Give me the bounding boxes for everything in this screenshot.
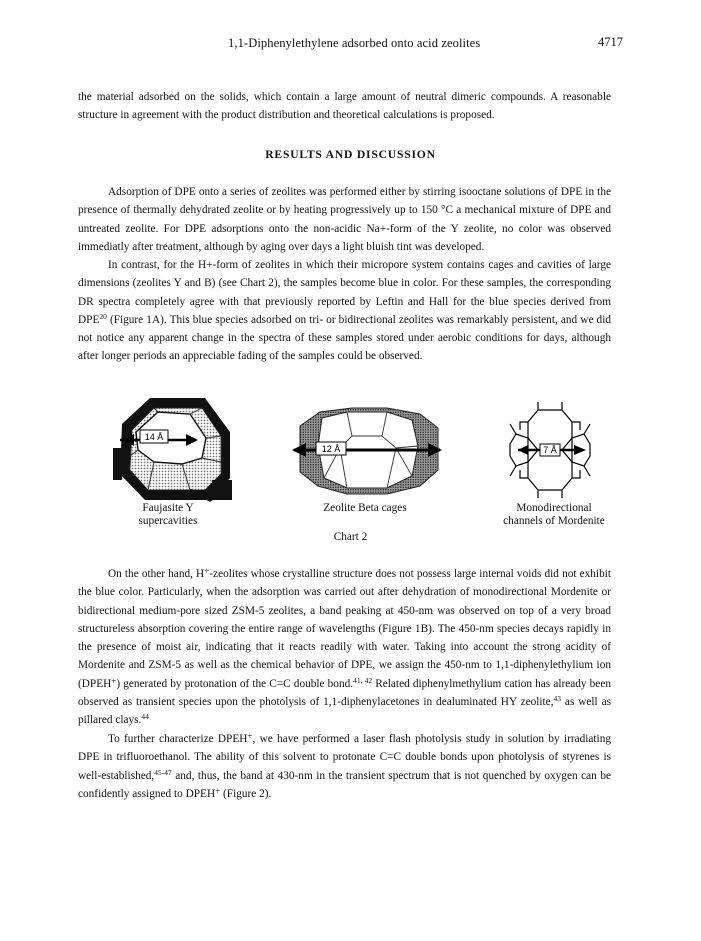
paragraph-3-part-d: Related diphenylmethylium cation has already been observed as transient species upon the photolysis of 1,1-diphenylacetones in dealuminated HY zeolite, (78, 677, 611, 709)
faujasite-size-label: 14 Å (144, 432, 164, 442)
page-number: 4717 (598, 35, 623, 49)
paragraph-4-part-a: To further characterize DPEH (108, 733, 248, 745)
faujasite-caption-line2: supercavities (138, 515, 198, 527)
beta-caption-line1: Zeolite Beta cages (323, 502, 407, 514)
faujasite-supercavity-figure (110, 392, 240, 504)
beta-size-label: 12 Å (321, 444, 341, 454)
plus-superscript: + (215, 785, 221, 796)
reference-41-42: 41, 42 (353, 675, 373, 685)
results-paragraph-4 (78, 730, 611, 803)
plus-superscript: + (247, 731, 253, 741)
intro-text: the material adsorbed on the solids, which contain a large amount of neutral dimeric compounds. A reasonable structure in agreement with the product distribution and theoretical calculations is proposed. (78, 91, 611, 122)
mordenite-caption-line1: Monodirectional (516, 502, 592, 514)
paragraph-1-text: Adsorption of DPE onto a series of zeolites was performed either by stirring isooctane solutions of DPE in the presence of thermally dehydrated zeolite or by heating progressively up to 150 °C a mechanical mixture of DPE and untreated zeolite. For DPE adsorptions onto the non-acidic Na+-form of the Y zeolite, no color was observed immediatly after treatment, although by aging over days a light bluish tint was developed. (78, 186, 611, 253)
page-header (0, 36, 701, 56)
plus-superscript: + (111, 675, 117, 686)
paragraph-2-part-b: (Figure 1A). This blue species adsorbed on tri- or bidirectional zeolites was remarkably persistent, and we did not notice any apparent change in the spectra of these samples stored under aerobic conditions for days, although after longer periods an appreciable fading of the samples could be observed. (78, 313, 611, 363)
faujasite-caption-line1: Faujasite Y (142, 502, 194, 514)
faujasite-caption (108, 502, 228, 528)
mordenite-size-label: 7 Å (543, 445, 557, 455)
results-paragraph-1 (78, 183, 611, 256)
paragraph-3-part-b: -zeolites whose crystalline structure does not possess large internal voids did not exhibit the blue color. Particularly, when the adsorption was carried out after dehydration of monodirectional Mordenite or bidirectional medium-pore sized ZSM-5 zeolites, a band peaking at 450-nm was observed on top of a very broad structureless absorption covering the entire range of wavelengths (Figure 1B). The 450-nm species decays rapidly in the presence of moist air, indicating that it reacts readily with water. Taking into account the strong acidity of Mordenite and ZSM-5 as well as the chemical behavior of DPE, we assign the 450-nm to 1,1-diphenylethylium ion (DPEH (78, 568, 611, 690)
reference-20: 20 (99, 311, 107, 321)
running-title: 1,1-Diphenylethylene adsorbed onto acid zeolites (228, 36, 481, 50)
paragraph-4-text (78, 730, 611, 803)
paragraph-3-part-e: as well as pillared clays. (78, 696, 611, 727)
paragraph-4-part-c: and, thus, the band at 430-nm in the transient spectrum that is not quenched by oxygen can be confidently assigned to DPEH (78, 769, 611, 800)
paragraph-3-part-c: ) generated by protonation of the C=C double bond. (116, 677, 354, 690)
paragraph-4-part-b: , we have performed a laser flash photolysis study in solution by irradiating DPE in trifluoroethanol. The ability of this solvent to protonate C=C double bonds upon photolysis of styrenes is well-established, (78, 733, 611, 782)
paragraph-3-part-a: On the other hand, H (108, 568, 205, 580)
paragraph-3-text (78, 565, 611, 730)
paragraph-4-part-d: (Figure 2). (220, 787, 272, 800)
mordenite-caption (484, 502, 624, 528)
paragraph-2-text (78, 256, 611, 366)
beta-caption (290, 502, 440, 515)
paragraph-2-part-a: In contrast, for the H+-form of zeolites in which their micropore system contains cages and cavities of large dimensions (zeolites Y and B) (see Chart 2), the samples become blue in color. For these samples, the corresponding DR spectra completely agree with that previously reported by Leftin and Hall for the blue species derived from DPE (78, 259, 611, 326)
plus-superscript: + (204, 566, 210, 576)
results-paragraph-2 (78, 256, 611, 366)
mordenite-caption-line2: channels of Mordenite (503, 515, 605, 527)
results-paragraph-3 (78, 565, 611, 730)
reference-43: 43 (553, 694, 562, 704)
reference-45-47: 45-47 (154, 767, 172, 777)
reference-44: 44 (141, 712, 149, 722)
intro-paragraph (78, 88, 611, 125)
mordenite-channel-figure (506, 400, 594, 500)
section-heading: RESULTS AND DISCUSSION (265, 148, 436, 161)
chart-label: Chart 2 (333, 531, 368, 543)
zeolite-beta-cage-figure (292, 406, 442, 496)
